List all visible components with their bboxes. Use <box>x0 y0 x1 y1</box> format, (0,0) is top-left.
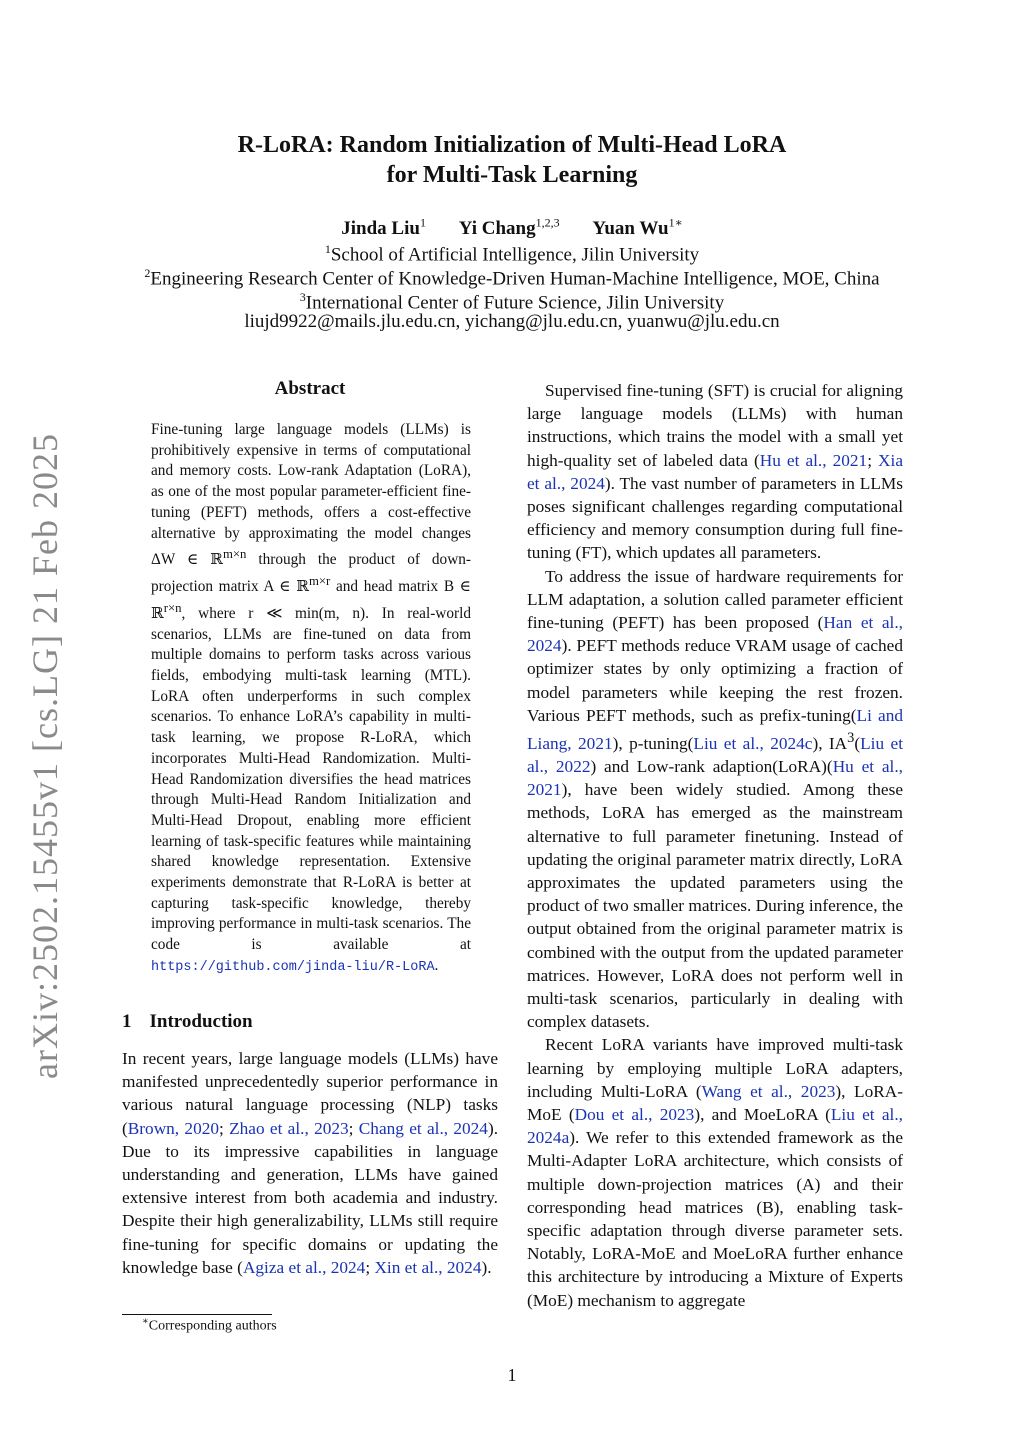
citation-link[interactable]: Dou et al., 2023 <box>574 1105 695 1125</box>
author-1: Jinda Liu$^1$ <box>341 216 426 240</box>
citation-link[interactable]: Liu et al., 2024a <box>527 1105 903 1148</box>
arxiv-side-stamp: arXiv:2502.15455v1 [cs.LG] 21 Feb 2025 <box>25 433 65 1079</box>
intro-paragraph: In recent years, large language models (LLMs) have manifested unprecedentedly superior performance in various natural language processing (NLP) tasks (Brown, 2020; Zhao et al., 2023; Chang et al., 2024). Due to its impressive capabilities in language understanding and generation, LLMs have gained extensive interest from both academia and industry. Despite their high generalizability, LLMs still require fine-tuning for specific domains or updating the knowledge base (Agiza et al., 2024; Xin et al., 2024). <box>122 1049 499 1277</box>
citation-link[interactable]: Zhao et al., 2023 <box>229 1118 349 1138</box>
citation-link[interactable]: Xia et al., 2024 <box>527 450 903 493</box>
title-line-1: R-LoRA: Random Initialization of Multi-Head LoRA <box>237 132 787 158</box>
paragraph-lora-variants: Recent LoRA variants have improved multi-task learning by employing multiple LoRA adapters, including Multi-LoRA (Wang et al., 2023), LoRA-MoE (Dou et al., 2023), and MoeLoRA (Liu et al., 2024a). We refer to this extended framework as the Multi-Adapter LoRA architecture, which consists of multiple down-projection matrices (A) and their corresponding head matrices (B), enabling task-specific adaptation through diverse parameter sets. Notably, LoRA-MoE and MoeLoRA further enhance this architecture by introducing a Mixture of Experts (MoE) mechanism to aggregate <box>527 1035 903 1310</box>
title-line-2: for Multi-Task Learning <box>386 162 638 188</box>
footnote-rule <box>122 1314 272 1315</box>
citation-link[interactable]: Wang et al., 2023 <box>701 1081 836 1101</box>
affiliation-2: $^2$Engineering Research Center of Knowledge-Driven Human-Machine Intelligence, MOE, China <box>144 266 880 290</box>
code-repo-link[interactable]: https://github.com/jinda-liu/R-LoRA <box>151 959 435 975</box>
page-number: 1 <box>507 1365 517 1385</box>
citation-link[interactable]: Chang et al., 2024 <box>358 1118 488 1138</box>
section-heading-introduction: 1 Introduction <box>122 1011 253 1032</box>
citation-link[interactable]: Hu et al., 2021 <box>527 757 904 800</box>
abstract-heading: Abstract <box>274 378 346 399</box>
paragraph-peft: To address the issue of hardware requirements for LLM adaptation, a solution called parameter efficient fine-tuning (PEFT) has been proposed (Han et al., 2024). PEFT methods reduce VRAM usage of cached optimizer states by only optimizing a fraction of model parameters while keeping the rest frozen. Various PEFT methods, such as prefix-tuning(Li and Liang, 2021), p-tuning(Liu et al., 2024c), $IA^3(Liu$ et al., 2022) and Low-rank adaption(LoRA)(Hu et al., 2021), have been widely studied. Among these methods, LoRA has emerged as the mainstream alternative to full parameter finetuning. Instead of updating the original parameter matrix directly, LoRA approximates the updated parameters using the product of two smaller matrices. During inference, the output obtained from the original parameter matrix is combined with the output from the updated parameter matrices. However, LoRA does not perform well in multi-task scenarios, particularly in dealing with complex datasets. <box>527 566 904 1032</box>
affiliation-1: $^1$School of Artificial Intelligence, Jilin University <box>324 242 700 266</box>
citation-link[interactable]: Brown, 2020 <box>127 1118 219 1138</box>
citation-link[interactable]: Hu et al., 2021 <box>759 450 868 470</box>
affiliation-3: $^3$International Center of Future Science, Jilin University <box>299 290 725 314</box>
citation-link[interactable]: Xin et al., 2024 <box>374 1257 482 1277</box>
citation-link[interactable]: Liu et al., 2024c <box>693 733 813 753</box>
author-emails: liujd9922@mails.jlu.edu.cn, yichang@jlu.edu.cn, yuanwu@jlu.edu.cn <box>244 311 780 332</box>
author-3: Yuan $Wu^{1∗}$ <box>592 216 683 240</box>
citation-link[interactable]: Liu et al., 2022 <box>527 733 903 777</box>
citation-link[interactable]: Li and Liang, 2021 <box>527 705 903 753</box>
citation-link[interactable]: Han et al., 2024 <box>527 613 904 656</box>
footnote: ∗Corresponding authors <box>142 1316 277 1334</box>
paragraph-sft: Supervised fine-tuning (SFT) is crucial for aligning large language models (LLMs) with human instructions, which trains the model with a small yet high-quality set of labeled data (Hu et al., 2021; Xia et al., 2024). The vast number of parameters in LLMs poses significant challenges regarding computational efficiency and memory consumption during full fine-tuning (FT), which updates all parameters. <box>527 381 903 563</box>
author-2: Yi Chang$^{1,2,3}$ <box>458 216 560 240</box>
citation-link[interactable]: Agiza et al., 2024 <box>242 1257 366 1277</box>
paper-title <box>0 130 1024 190</box>
abstract-body: Fine-tuning large language models (LLMs) is prohibitively expensive in terms of computational and memory costs. Low-rank Adaptation (LoRA), as one of the most popular parameter-efficient fine-tuning (PEFT) methods, offers a cost-effective alternative by approximating the model changes ΔW ∈ ℝ$^{m\times n}$ through the product of down-projection matrix A ∈ ℝ$^{m\times r}$ and head matrix B ∈ ℝ$^{r\times n}$, where r ≪ min(m, n). In real-world scenarios, LLMs are fine-tuned on data from multiple domains to perform tasks across various fields, embodying multi-task learning (MTL). LoRA often underperforms in such complex scenarios. To enhance LoRA’s capability in multi-task learning, we propose R-LoRA, which incorporates Multi-Head Randomization. Multi-Head Randomization diversifies the head matrices through Multi-Head Random Initialization and Multi-Head Dropout, enabling more efficient learning of task-specific features while maintaining shared knowledge representation. Extensive experiments demonstrate that R-LoRA is better at capturing task-specific knowledge, thereby improving performance in multi-task scenarios. The code is available at https://github.com/jinda-liu/R-LoRA. <box>151 421 471 975</box>
right-column <box>527 379 903 1312</box>
